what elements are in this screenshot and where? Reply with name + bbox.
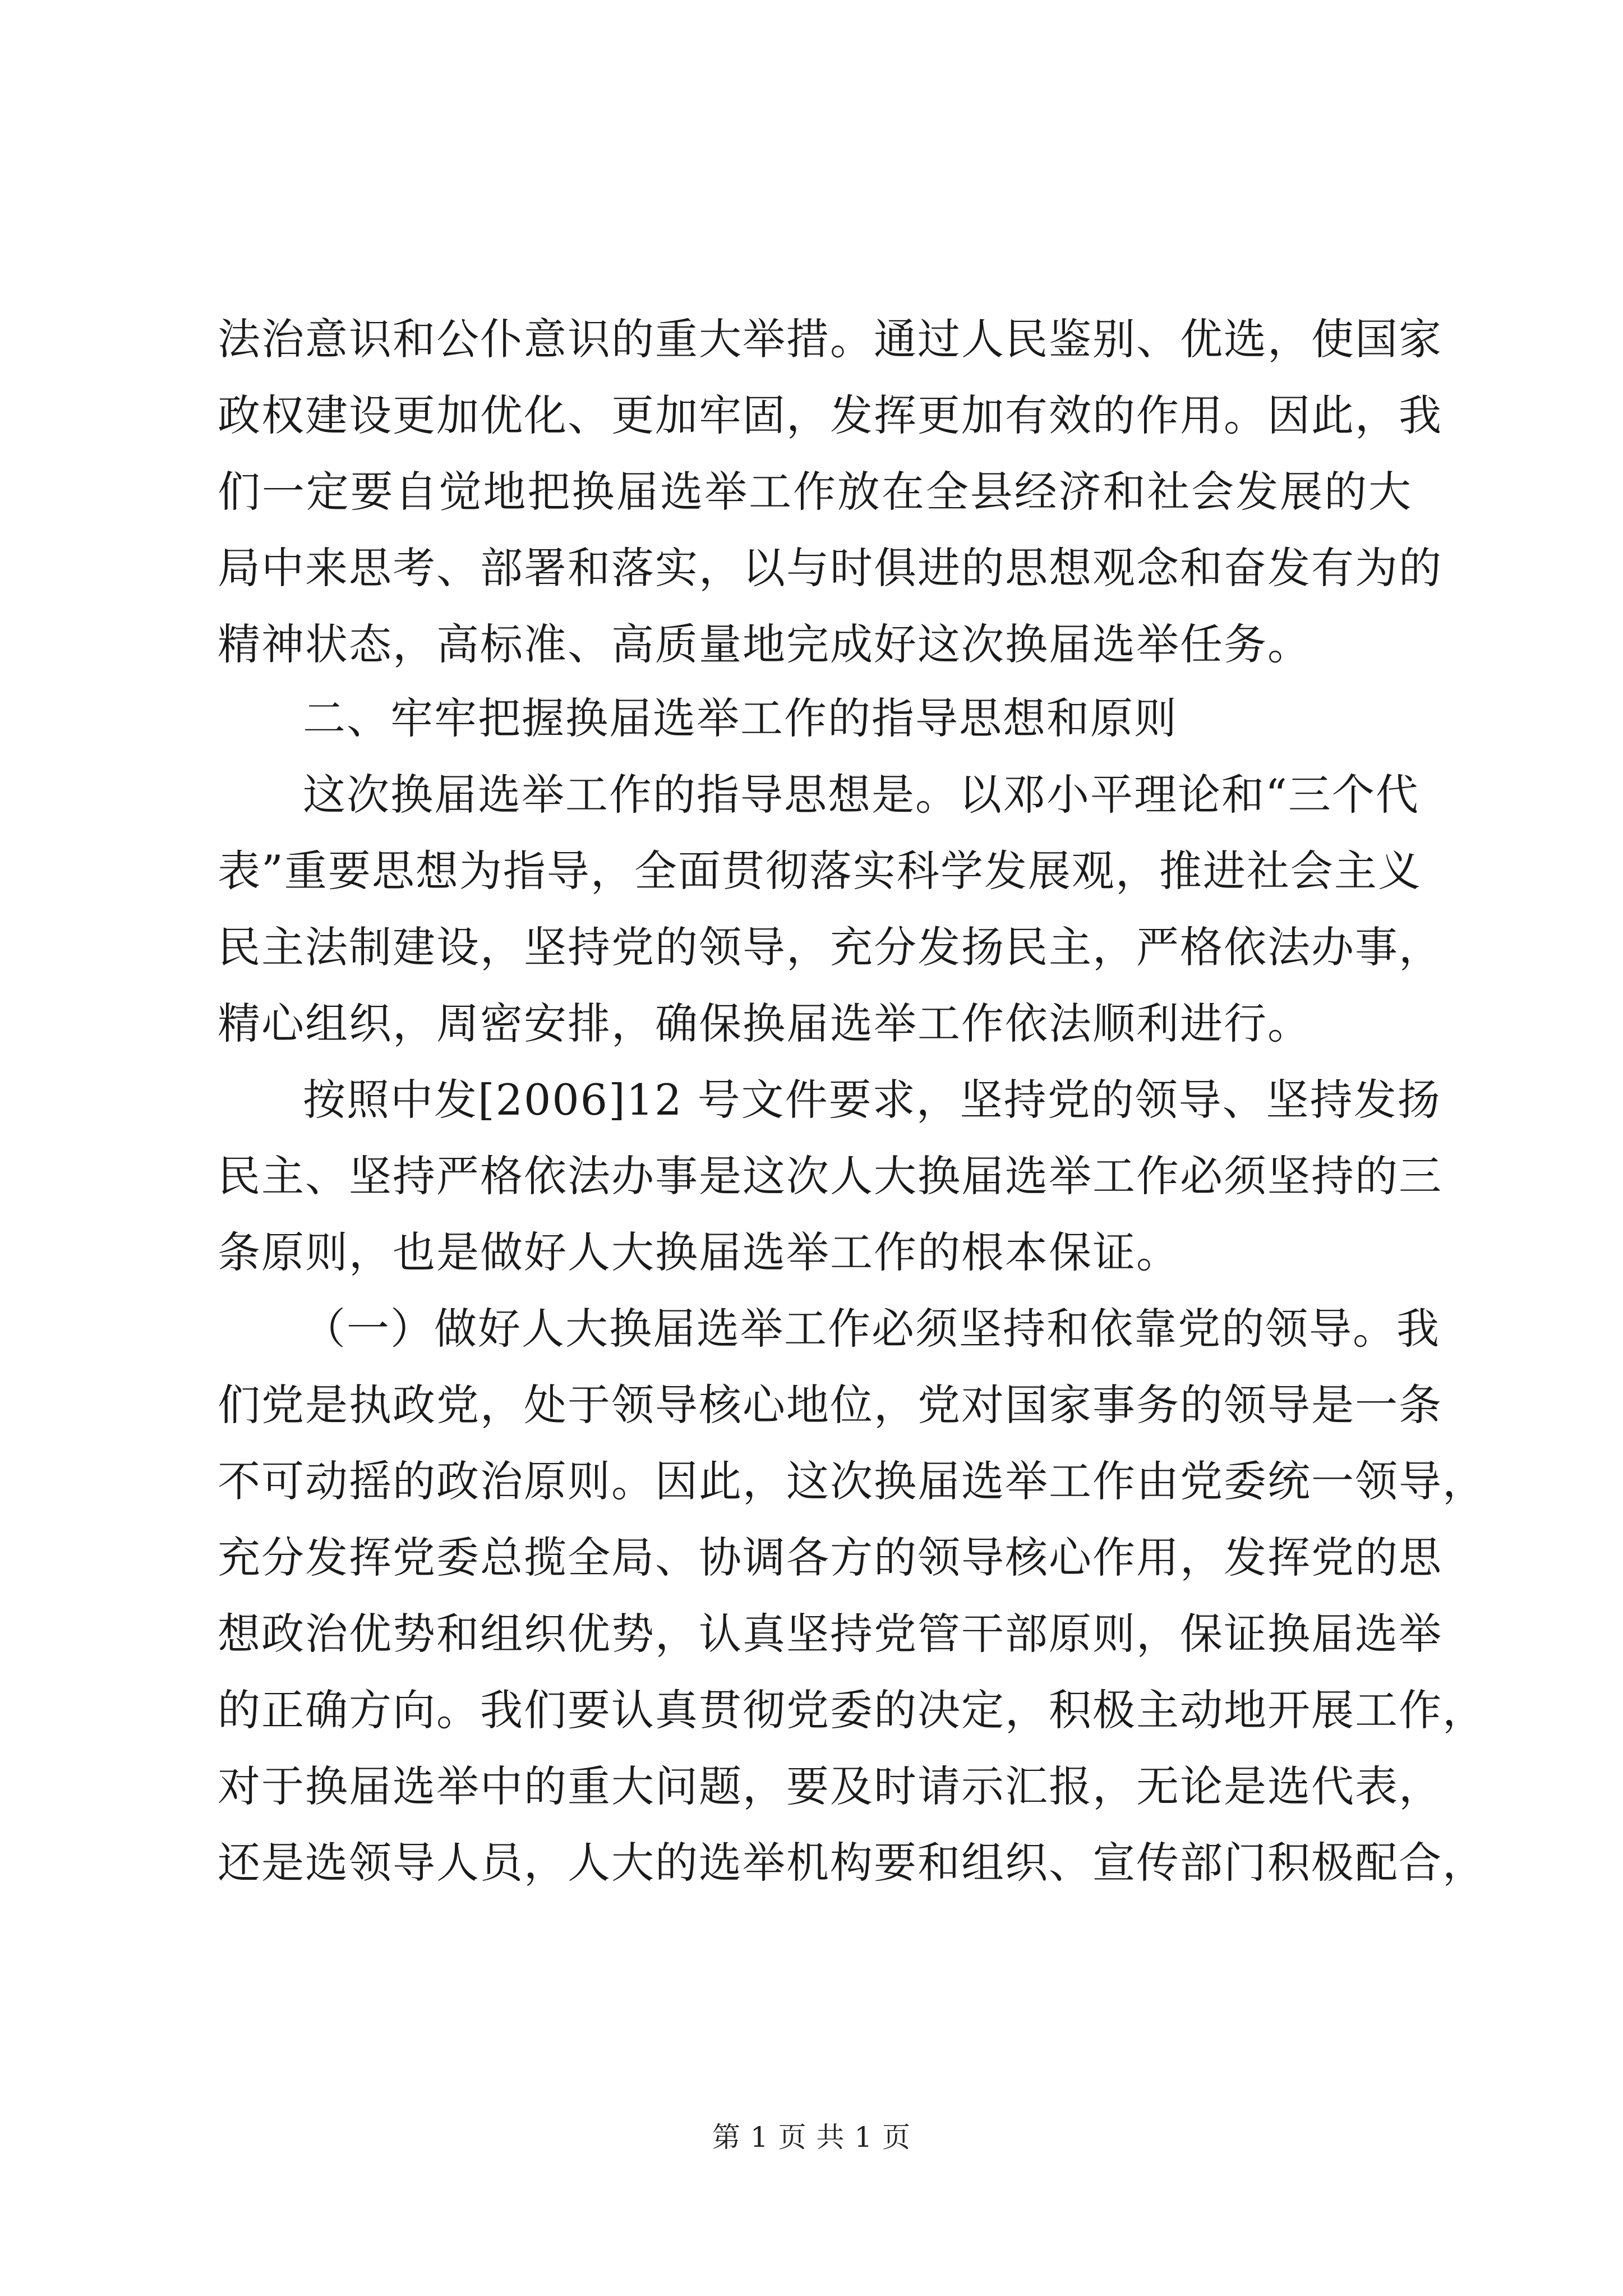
paragraph-line: 们一定要自觉地把换届选举工作放在全县经济和社会发展的大 <box>218 467 1412 517</box>
paragraph-line: （一）做好人大换届选举工作必须坚持和依靠党的领导。我 <box>303 1304 1440 1354</box>
paragraph-line: 不可动摇的政治原则。因此，这次换届选举工作由党委统一领导， <box>218 1456 1486 1506</box>
paragraph-line: 局中来思考、部署和落实，以与时俱进的思想观念和奋发有为的 <box>218 543 1442 593</box>
paragraph-line: 精神状态，高标准、高质量地完成好这次换届选举任务。 <box>218 619 1311 669</box>
paragraph-line: 民主法制建设，坚持党的领导，充分发扬民主，严格依法办事， <box>218 922 1442 972</box>
paragraph-line: 条原则，也是做好人大换届选举工作的根本保证。 <box>218 1227 1180 1277</box>
paragraph-line: 对于换届选举中的重大问题，要及时请示汇报，无论是选代表， <box>218 1761 1442 1811</box>
paragraph-line: 充分发挥党委总揽全局、协调各方的领导核心作用，发挥党的思 <box>218 1533 1442 1582</box>
paragraph-line: 精心组织，周密安排，确保换届选举工作依法顺利进行。 <box>218 999 1311 1048</box>
paragraph-line: 表”重要思想为指导，全面贯彻落实科学发展观，推进社会主义 <box>218 846 1422 896</box>
paragraph-line: 们党是执政党，处于领导核心地位，党对国家事务的领导是一条 <box>218 1380 1442 1430</box>
paragraph-line: 的正确方向。我们要认真贯彻党委的决定，积极主动地开展工作， <box>218 1685 1486 1735</box>
section-heading: 二、牢牢把握换届选举工作的指导思想和原则 <box>303 693 1178 743</box>
page-footer: 第 1 页 共 1 页 <box>712 2121 911 2154</box>
paragraph-line: 民主、坚持严格依法办事是这次人大换届选举工作必须坚持的三 <box>218 1151 1442 1201</box>
paragraph-line: 政权建设更加优化、更加牢固，发挥更加有效的作用。因此，我 <box>218 390 1442 440</box>
paragraph-line: 想政治优势和组织优势，认真坚持党管干部原则，保证换届选举 <box>218 1609 1442 1659</box>
paragraph-line: 法治意识和公仆意识的重大举措。通过人民鉴别、优选，使国家 <box>218 314 1442 364</box>
paragraph-line: 按照中发[2006]12 号文件要求，坚持党的领导、坚持发扬 <box>303 1075 1441 1125</box>
paragraph-line: 还是选领导人员，人大的选举机构要和组织、宣传部门积极配合， <box>218 1838 1486 1888</box>
paragraph-line: 这次换届选举工作的指导思想是。以邓小平理论和“三个代 <box>303 770 1419 820</box>
